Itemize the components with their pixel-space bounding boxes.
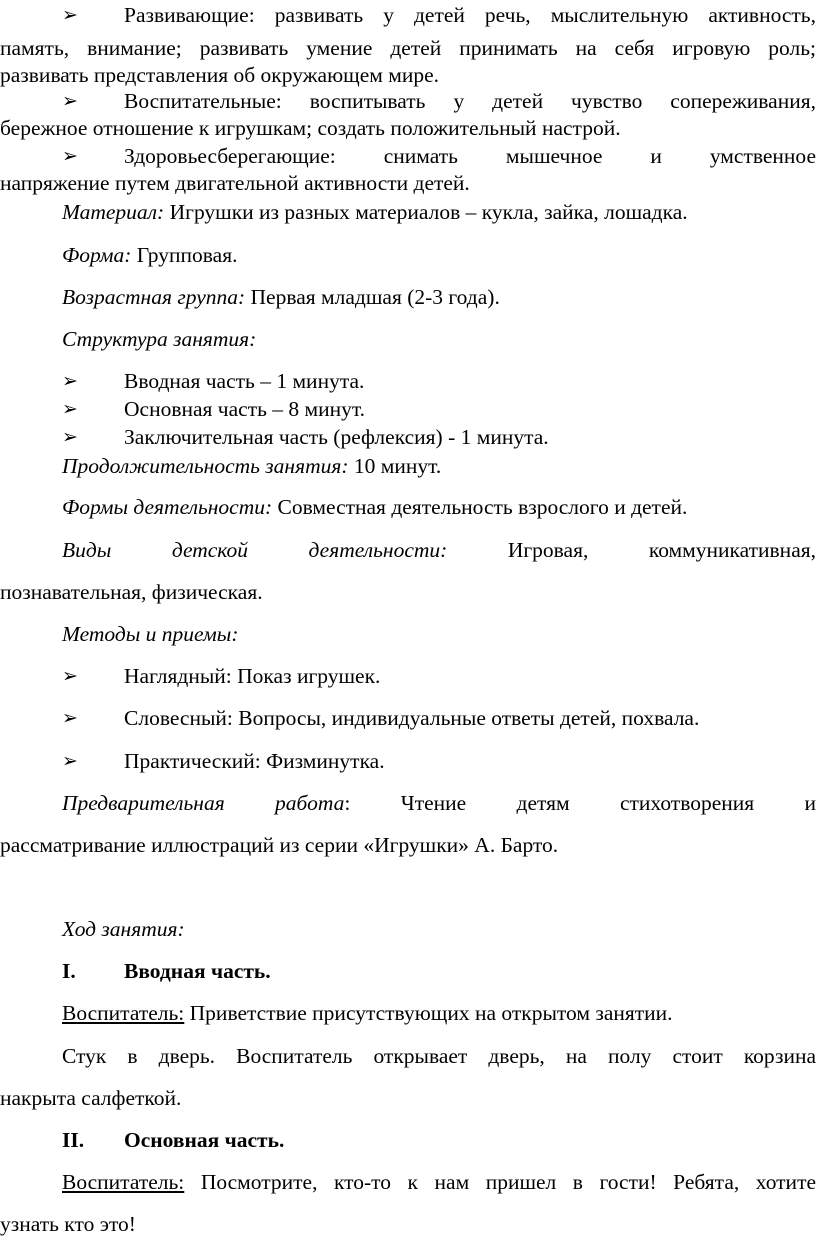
activity-forms-text: Совместная деятельность взрослого и детей. <box>277 495 688 519</box>
bullet-icon: ➢ <box>62 4 78 26</box>
p2-line1: Стук в дверь. Воспитатель открывает дверь, на полу стоит корзина <box>62 1044 816 1068</box>
bullet-icon: ➢ <box>62 750 78 772</box>
p3-speaker: Воспитатель: <box>62 1170 185 1194</box>
duration-row <box>62 453 816 479</box>
part1-numeral: I. <box>62 959 76 983</box>
age-group-text: Первая младшая (2-3 года). <box>250 285 500 309</box>
part1-title: Вводная часть. <box>124 959 271 983</box>
preliminary-line2: рассматривание иллюстраций из серии «Игрушки» А. Барто. <box>0 833 559 857</box>
goal-developing-line3: развивать представления об окружающем мире. <box>0 63 439 87</box>
preliminary-colon: : <box>344 791 351 815</box>
p3-line2: узнать кто это! <box>0 1212 136 1236</box>
material-row <box>62 199 816 225</box>
methods-label: Методы и приемы: <box>62 622 239 646</box>
form-label: Форма: <box>62 243 132 267</box>
method-item: Практический: Физминутка. <box>124 749 385 773</box>
bullet-icon: ➢ <box>62 145 78 167</box>
material-label: Материал: <box>62 200 165 224</box>
material-text: Игрушки из разных материалов – кукла, зайка, лошадка. <box>169 200 688 224</box>
course-label: Ход занятия: <box>62 917 185 941</box>
age-group-row <box>62 284 816 310</box>
goal-educational-line2: бережное отношение к игрушкам; создать положительный настрой. <box>0 116 621 140</box>
preliminary-row <box>62 790 816 816</box>
activity-types-row <box>62 537 816 563</box>
activity-types-label: Виды детской деятельности: <box>62 538 448 562</box>
bullet-icon: ➢ <box>62 707 78 729</box>
p1-text: Приветствие присутствующих на открытом занятии. <box>189 1001 673 1025</box>
goal-health-line1: Здоровьесберегающие: снимать мышечное и умственное <box>124 144 816 168</box>
p1-row <box>62 1000 816 1026</box>
bullet-icon: ➢ <box>62 665 78 687</box>
method-item: Словесный: Вопросы, индивидуальные ответы детей, похвала. <box>124 706 700 730</box>
goal-developing-line2: память, внимание; развивать умение детей принимать на себя игровую роль; <box>0 36 816 60</box>
part2-numeral: II. <box>62 1128 85 1152</box>
form-text: Групповая. <box>136 243 238 267</box>
structure-item: Вводная часть – 1 минута. <box>124 369 365 393</box>
structure-item: Основная часть – 8 минут. <box>124 397 366 421</box>
p3-text: Посмотрите, кто-то к нам пришел в гости! Ребята, хотите <box>200 1170 816 1194</box>
p2-line2: накрыта салфеткой. <box>0 1086 182 1110</box>
bullet-icon: ➢ <box>62 426 78 448</box>
part2-title: Основная часть. <box>124 1128 285 1152</box>
duration-text: 10 минут. <box>353 454 442 478</box>
duration-label: Продолжительность занятия: <box>62 454 349 478</box>
goal-health-line2: напряжение путем двигательной активности детей. <box>0 171 470 195</box>
activity-types-line2: познавательная, физическая. <box>0 580 263 604</box>
preliminary-label: Предварительная работа <box>62 791 345 815</box>
bullet-icon: ➢ <box>62 90 78 112</box>
method-item: Наглядный: Показ игрушек. <box>124 664 381 688</box>
goal-developing-line1: Развивающие: развивать у детей речь, мыслительную активность, <box>124 3 816 27</box>
activity-types-text: Игровая, коммуникативная, <box>507 538 816 562</box>
p1-speaker: Воспитатель: <box>62 1001 185 1025</box>
bullet-icon: ➢ <box>62 398 78 420</box>
structure-item: Заключительная часть (рефлексия) - 1 минута. <box>124 425 549 449</box>
activity-forms-label: Формы деятельности: <box>62 495 273 519</box>
preliminary-text: Чтение детям стихотворения и <box>400 791 816 815</box>
activity-forms-row <box>62 494 816 520</box>
age-group-label: Возрастная группа: <box>62 285 246 309</box>
form-row <box>62 242 816 268</box>
p3-row <box>62 1169 816 1195</box>
bullet-icon: ➢ <box>62 370 78 392</box>
goal-educational-line1: Воспитательные: воспитывать у детей чувство сопереживания, <box>124 89 816 113</box>
structure-label: Структура занятия: <box>62 327 257 351</box>
